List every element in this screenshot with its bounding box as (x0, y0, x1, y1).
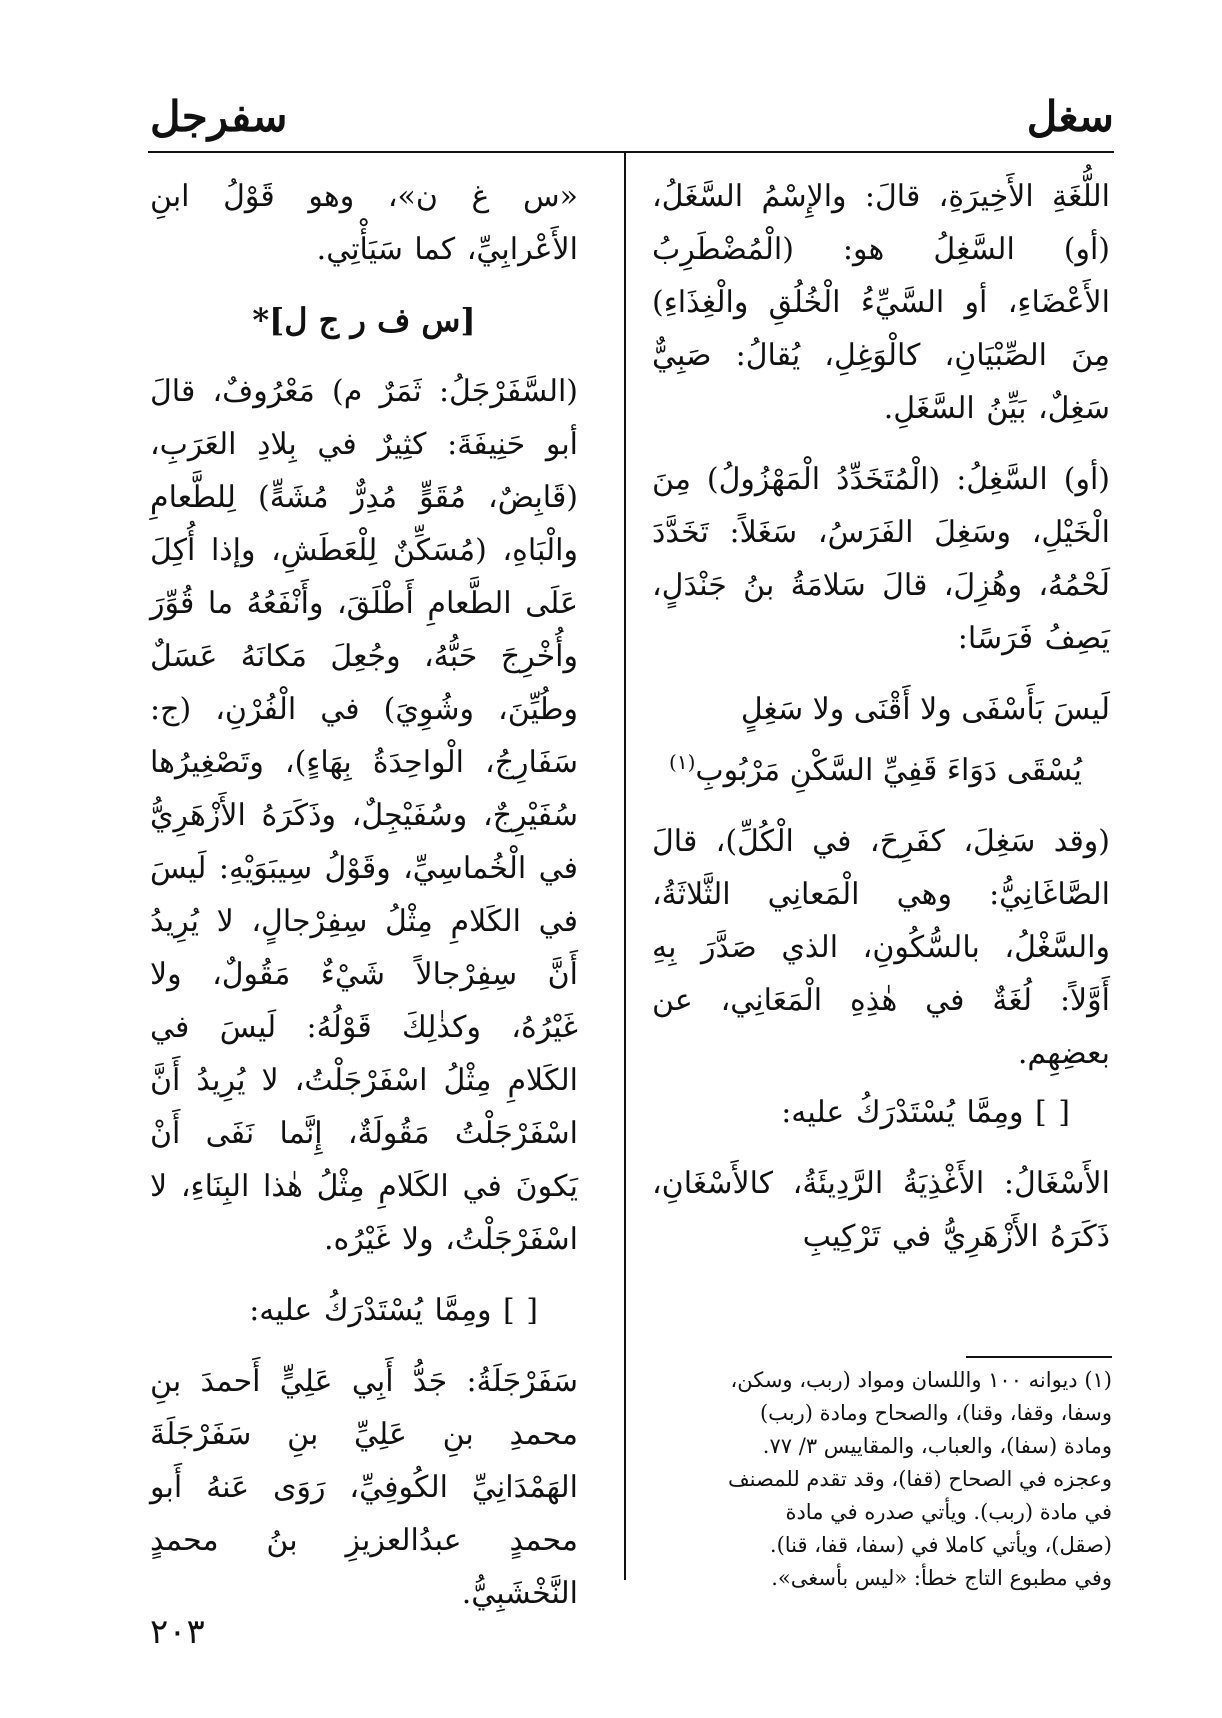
entry-paragraph-safarjal: (السَّفَرْجَلُ: ثَمَرٌ م) مَعْرُوفٌ، قالَ أبو حَنِيفَةَ: كثِيرٌ في بِلادِ العَرَبِ، (قَابِضٌ، مُقَوٍّ مُدِرٌّ مُشَهٍّ) لِلطَّعامِ والْبَاهِ، (مُسَكِّنٌ لِلْعَطَشِ، وإذا أُكِلَ عَلَى الطَّعامِ أَطْلَقَ، وأَنْفَعُهُ ما قُوِّرَ وأُخْرِجَ حَبُّهُ، وجُعِلَ مَكانَهُ عَسَلٌ وطُيِّنَ، وشُوِيَ) في الْفُرْنِ، (ج: سَفَارِجُ، الْواحِدَةُ بِهَاءٍ)، وتَصْغِيرُها سُفَيْرِجٌ، وسُفَيْجِلٌ، وذَكَرَهُ الأَزْهَرِيُّ في الْخُماسِيِّ، وقَوْلُ سِيبَوَيْهِ: لَيسَ في الكَلامِ مِثْلُ سِفِرْجالٍ، لا يُرِيدُ أَنَّ سِفِرْجالاً شَيْءٌ مَقُولٌ، ولا غَيْرُهُ، وكذٰلِكَ قَوْلُهُ: لَيسَ في الكَلامِ مِثْلُ اسْفَرْجَلْتُ، لا يُرِيدُ أَنَّ اسْفَرْجَلْتُ مَقُولَةٌ، إِنَّما نَفَى أَنْ يَكونَ في الكَلامِ مِثْلُ هٰذا البِنَاءِ، لا اسْفَرْجَلْتُ، ولا غَيْرُه. (150, 374, 578, 1257)
footnote-block (652, 1364, 1112, 1595)
footnote-line: ومادة (سفا)، والعباب، والمقاييس ٣/ ٧٧. (762, 1434, 1112, 1458)
verse-line-1: لَيسَ بَأَسْفَى ولا أَقْنَى ولا سَغِلٍ (740, 692, 1110, 727)
istidrak-line: [ ] ومِمَّا يُسْتَدْرَكُ عليه: (249, 1293, 538, 1328)
footnote-rule (966, 1356, 1112, 1358)
istidrak-line: [ ] ومِمَّا يُسْتَدْرَكُ عليه: (781, 1095, 1070, 1130)
verse-line-2 (652, 736, 1110, 797)
entry-paragraph-4: الأَسْغَالُ: الأَغْذِيَةُ الرَّدِيئَةُ، كالأَسْغَانِ، ذَكَرَهُ الأَزْهَرِيُّ في تَرْكِيبِ (652, 1166, 1110, 1254)
running-header-root-right: سغل (1026, 92, 1114, 141)
entry-heading-safarjal: [س ف ر ج ل]* (252, 301, 476, 339)
footnote-line: (صقل)، ويأتي كاملا في (سفا، قفا، قنا). (769, 1533, 1112, 1557)
verse-line-2-text: يُسْقَى دَوَاءَ قَفِيِّ السَّكْنِ مَرْبُوبِ (695, 753, 1082, 788)
footnote-line: (١) ديوانه ١٠٠ واللسان ومواد (ربب، وسكن، (730, 1368, 1112, 1392)
footnote-line: وسفا، وقفا، وقنا)، والصحاح ومادة (ربب) (759, 1401, 1112, 1425)
page-number: ٢٠٣ (150, 1612, 205, 1652)
left-column (150, 170, 578, 1620)
running-header-root-left: سفرجل (150, 92, 288, 141)
entry-paragraph-3: (وقد سَغِلَ، كفَرِحَ، في الْكُلِّ)، قالَ الصَّاغَانِيُّ: وهي الْمَعانِي الثَّلاثَةُ، والسَّغْلُ، بالسُّكُونِ، الذي صَدَّرَ بِهِ أَوَّلاً: لُغَةٌ في هٰذِهِ الْمَعَانِي، عن بعضِهِم. (652, 824, 1110, 1071)
footnote-line: وعجزه في الصحاح (قفا)، وقد تقدم للمصنف (727, 1467, 1112, 1491)
footnote-marker: (١) (669, 750, 696, 774)
column-divider (624, 152, 626, 1580)
right-column (652, 170, 1110, 1263)
entry-paragraph-2: (أو) السَّغِلُ: (الْمُتَخَدِّدُ الْمَهْزُولُ) مِنَ الْخَيْلِ، وسَغِلَ الفَرَسُ، سَغَلاً: تَخَدَّدَ لَحْمُهُ، وهُزِلَ، قالَ سَلامَةُ بنُ جَنْدَلٍ، يَصِفُ فَرَسًا: (652, 462, 1110, 656)
header-rule (148, 151, 1114, 153)
entry-paragraph-continuation: «س غ ن»، وهو قَوْلُ ابنِ الأَعْرابِيِّ، كما سَيَأْتِي. (150, 179, 578, 267)
entry-paragraph-safarjala: سَفَرْجَلَةُ: جَدُّ أَبِي عَلِيٍّ أَحمدَ بنِ محمدِ بنِ عَلِيِّ بنِ سَفَرْجَلَةَ الهَمْدَانِيِّ الكُوفِيِّ، رَوَى عَنهُ أَبو محمدٍ عبدُالعزيزِ بنُ محمدٍ النَّخْشَبِيُّ. (150, 1364, 578, 1611)
footnote-line: وفي مطبوع التاج خطأ: «ليس بأسغى». (771, 1566, 1112, 1590)
footnote-line: في مادة (ربب). ويأتي صدره في مادة (785, 1500, 1112, 1524)
entry-paragraph-1: اللُّغَةِ الأَخِيرَةِ، قالَ: والإِسْمُ السَّغَلُ، (أو) السَّغِلُ هو: (الْمُضْطَرِبُ الأَعْضَاءِ، أو السَّيِّءُ الْخُلُقِ والْغِذَاءِ) مِنَ الصِّبْيَانِ، كالْوَغِلِ، يُقالُ: صَبِيٌّ سَغِلٌ، بَيِّنُ السَّغَلِ. (652, 179, 1110, 426)
